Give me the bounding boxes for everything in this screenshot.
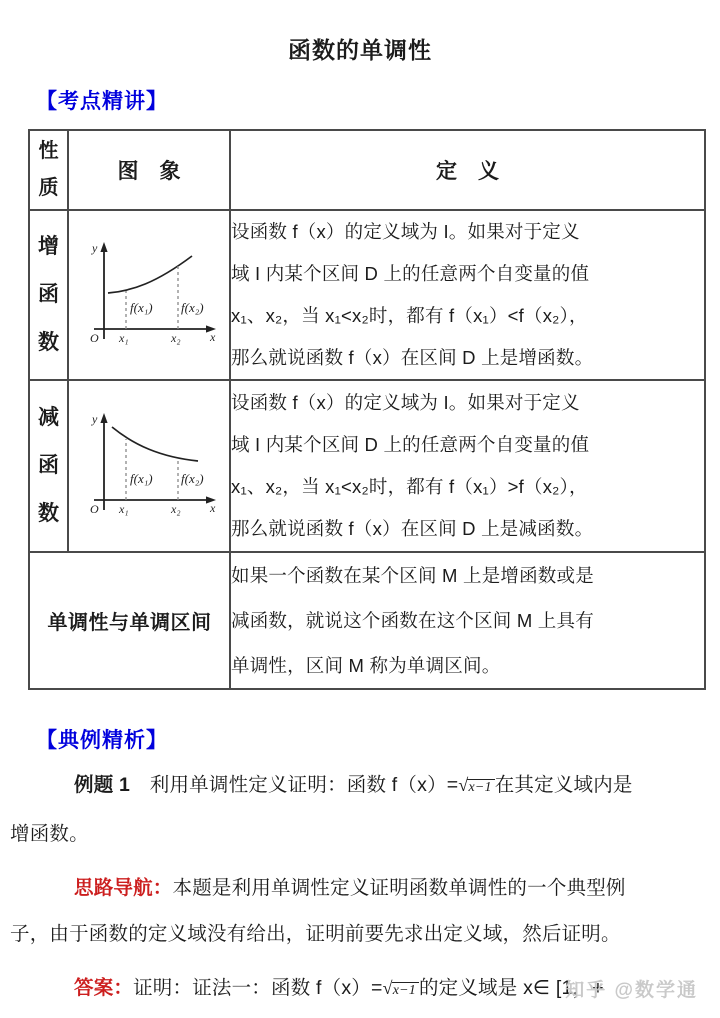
example-text-b: 在其定义域内是: [494, 774, 633, 796]
sqrt-expression: [383, 978, 419, 999]
fx1-label: f(x₁): [130, 299, 153, 315]
fx2-label: f(x₂): [181, 299, 204, 315]
decreasing-graph-cell: [68, 380, 230, 552]
sqrt-expression: [458, 775, 494, 796]
header-cell-graph: [68, 130, 230, 210]
origin-label: O: [90, 501, 99, 516]
table-row-monotonicity: [29, 552, 705, 689]
example-line-2: 增函数。: [10, 823, 89, 845]
monotonicity-table: [28, 129, 706, 690]
increasing-label-cell: [29, 210, 68, 380]
decreasing-label-cell: [29, 380, 68, 552]
zhihu-watermark: 知乎 @数学通: [565, 980, 698, 1001]
answer-text-b: 的定义域是 x∈ [1，+: [418, 977, 604, 999]
increasing-graph-cell: [68, 210, 230, 380]
x2-tick-label: x₂: [171, 501, 181, 516]
header-cell-definition: [230, 130, 705, 210]
radicand: x−1: [392, 982, 419, 998]
fx1-label: f(x₁): [130, 470, 153, 486]
fx2-label: f(x₂): [181, 470, 204, 486]
example-line-1: [10, 762, 710, 811]
section-heading-key-points: 【考点精讲】: [36, 90, 168, 113]
decreasing-function-graph: [74, 410, 224, 518]
definition-line: 减函数，就说这个函数在这个区间 M 上具有: [231, 610, 594, 631]
x-axis-label: x: [210, 500, 216, 515]
guide-paragraph: [10, 865, 710, 957]
table-row-increasing: [29, 210, 705, 380]
monotonicity-label-cell: [29, 552, 230, 689]
guide-line-2: 子，由于函数的定义域没有给出，证明前要先求出定义域，然后证明。: [10, 923, 621, 945]
definition-line: x₁、x₂，当 x₁<x₂时，都有 f（x₁）<f（x₂），: [231, 305, 588, 326]
radicand: x−1: [467, 779, 494, 795]
increasing-label: 增函数: [38, 234, 59, 355]
definition-line: 设函数 f（x）的定义域为 I。如果对于定义: [231, 221, 580, 242]
section-heading-examples: 【典例精析】: [36, 729, 168, 752]
definition-line: 设函数 f（x）的定义域为 I。如果对于定义: [231, 392, 580, 413]
header-property-label: 性质: [38, 140, 59, 199]
definition-line: 域 I 内某个区间 D 上的任意两个自变量的值: [231, 263, 590, 284]
definition-line: 那么就说函数 f（x）在区间 D 上是增函数。: [231, 347, 594, 368]
decreasing-label: 减函数: [38, 405, 59, 526]
header-definition-label: 定 义: [436, 160, 499, 183]
radical-sign: √: [382, 978, 393, 998]
definition-line: 那么就说函数 f（x）在区间 D 上是减函数。: [231, 518, 594, 539]
definition-line: 单调性，区间 M 称为单调区间。: [231, 655, 501, 676]
monotonicity-label: 单调性与单调区间: [47, 612, 212, 634]
example-text-a: 利用单调性定义证明：函数 f（x）=: [130, 774, 459, 796]
x1-tick-label: x₁: [119, 501, 129, 516]
increasing-definition-cell: [230, 210, 705, 380]
definition-line: 如果一个函数在某个区间 M 上是增函数或是: [231, 565, 594, 586]
x-axis-label: x: [210, 329, 216, 344]
y-axis-label: y: [92, 411, 98, 426]
guide-tag: 思路导航：: [74, 877, 173, 899]
origin-label: O: [90, 330, 99, 345]
header-graph-label: 图 象: [117, 160, 181, 183]
increasing-function-graph: [74, 239, 224, 347]
answer-tag: 答案：: [74, 977, 134, 999]
guide-text: 本题是利用单调性定义证明函数单调性的一个典型例: [172, 877, 626, 899]
y-axis-label: y: [92, 240, 98, 255]
header-cell-property: [29, 130, 68, 210]
definition-line: 域 I 内某个区间 D 上的任意两个自变量的值: [231, 434, 590, 455]
example-paragraph: [10, 762, 710, 857]
x1-tick-label: x₁: [119, 330, 129, 345]
table-row-decreasing: [29, 380, 705, 552]
monotonicity-definition-cell: [230, 552, 705, 689]
radical-sign: √: [458, 775, 469, 795]
definition-line: x₁、x₂，当 x₁<x₂时，都有 f（x₁）>f（x₂），: [231, 476, 588, 497]
guide-line-1: [10, 865, 710, 911]
answer-text-a: 证明：证法一：函数 f（x）=: [133, 977, 383, 999]
x2-tick-label: x₂: [171, 330, 181, 345]
page-title: 函数的单调性: [288, 37, 432, 63]
table-header-row: [29, 130, 705, 210]
decreasing-definition-cell: [230, 380, 705, 552]
example-tag: 例题 1: [74, 774, 131, 796]
